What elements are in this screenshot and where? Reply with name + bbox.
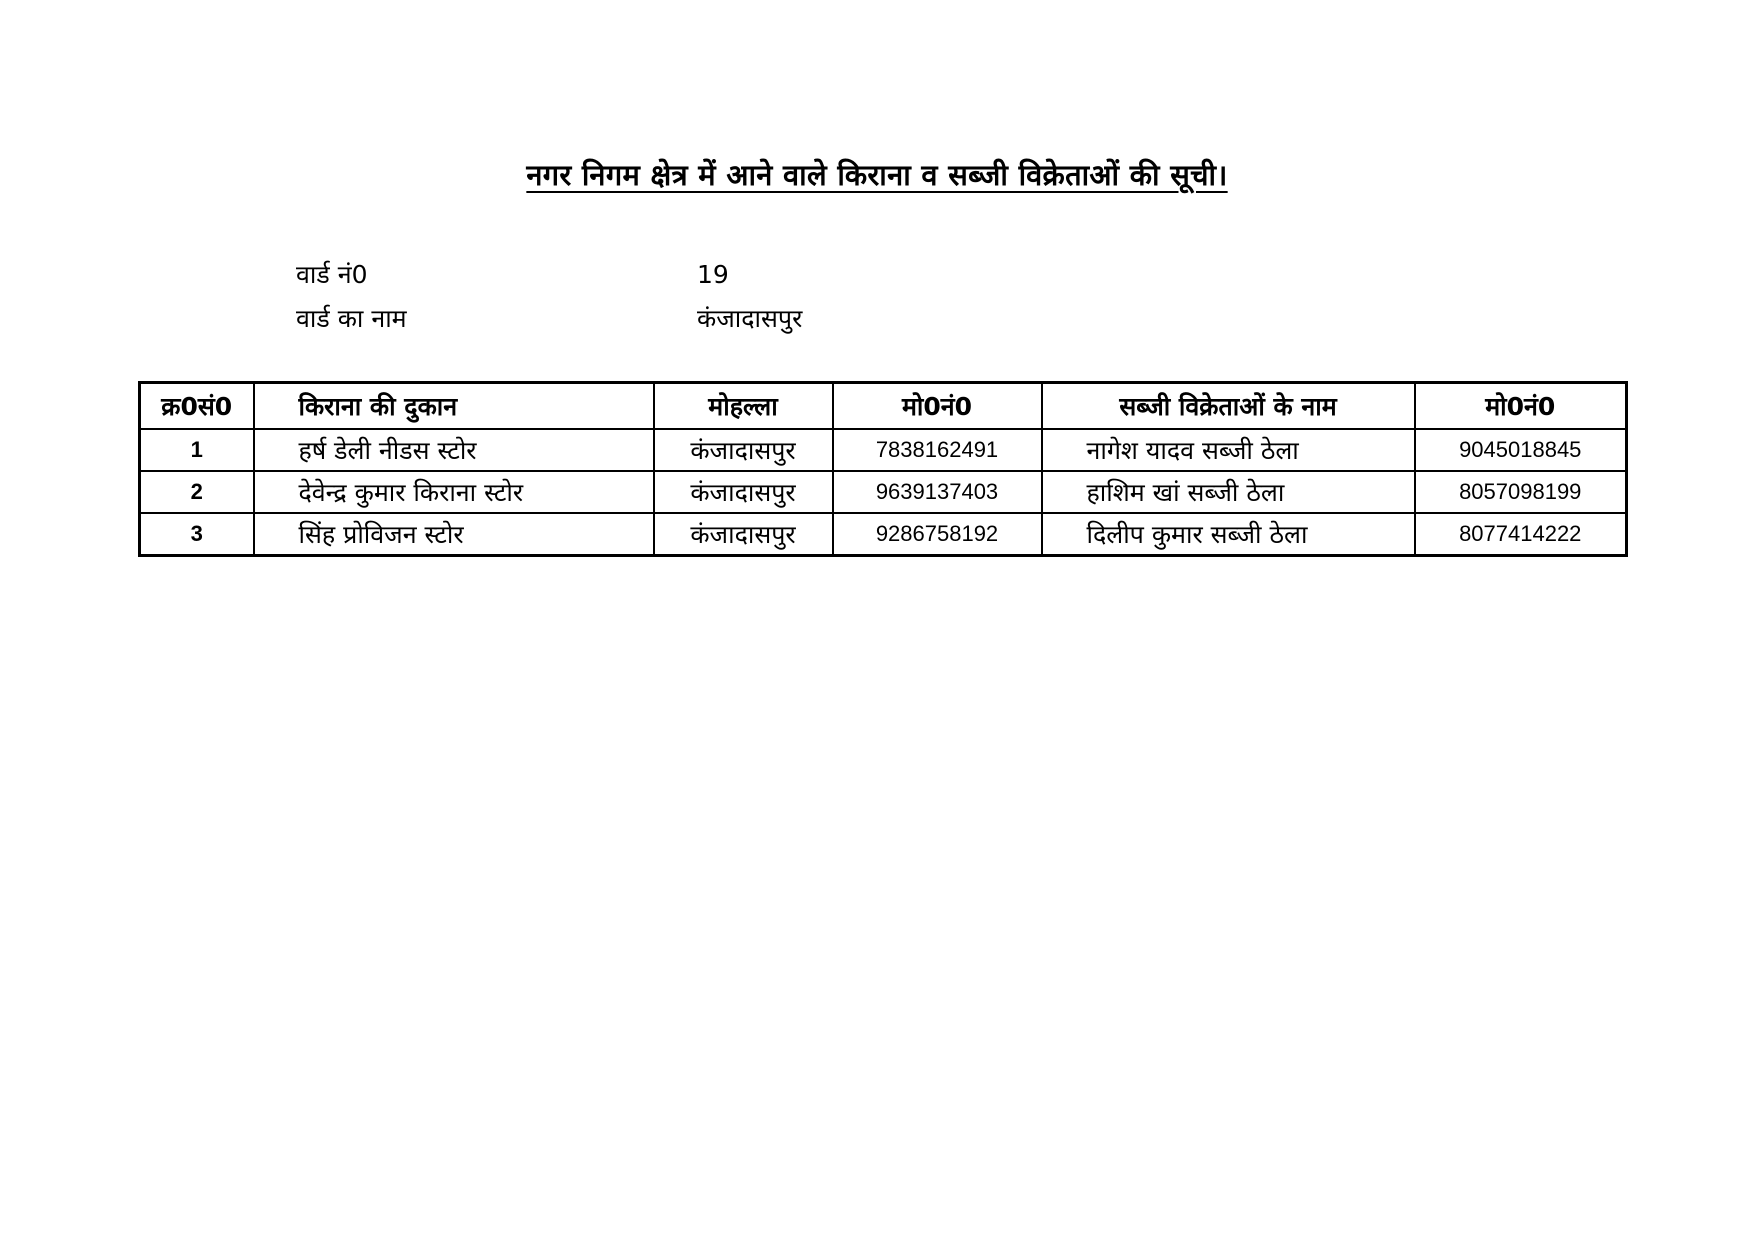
ward-number-value: 19 [697,259,729,289]
cell-grocery-shop: देवेन्द्र कुमार किराना स्टोर [254,471,654,513]
header-mobile-1: मो0नं0 [833,383,1042,430]
ward-name-value: कंजादासपुर [697,304,803,333]
ward-info [296,252,802,340]
cell-grocery-shop: सिंह प्रोविजन स्टोर [254,513,654,556]
header-serial: क्र0सं0 [140,383,254,430]
cell-serial: 1 [140,429,254,471]
page-title: नगर निगम क्षेत्र में आने वाले किराना व सब्जी विक्रेताओं की सूची। [526,158,1228,192]
ward-number-label: वार्ड नं0 [296,260,368,289]
header-grocery-shop: किराना की दुकान [254,383,654,430]
cell-mobile-2: 8057098199 [1415,471,1627,513]
cell-grocery-shop: हर्ष डेली नीडस स्टोर [254,429,654,471]
vendor-table [138,381,1628,557]
table-row [140,429,1627,471]
cell-vegetable-vendor: दिलीप कुमार सब्जी ठेला [1042,513,1415,556]
ward-number-row [296,252,802,296]
cell-locality: कंजादासपुर [654,429,833,471]
cell-vegetable-vendor: नागेश यादव सब्जी ठेला [1042,429,1415,471]
cell-locality: कंजादासपुर [654,471,833,513]
cell-mobile-1: 7838162491 [833,429,1042,471]
table-header-row [140,383,1627,430]
table-row [140,471,1627,513]
cell-mobile-2: 8077414222 [1415,513,1627,556]
cell-locality: कंजादासपुर [654,513,833,556]
cell-vegetable-vendor: हाशिम खां सब्जी ठेला [1042,471,1415,513]
cell-mobile-1: 9286758192 [833,513,1042,556]
ward-name-label: वार्ड का नाम [296,304,407,333]
cell-mobile-1: 9639137403 [833,471,1042,513]
ward-name-row [296,296,802,340]
header-vegetable-vendor: सब्जी विक्रेताओं के नाम [1042,383,1415,430]
table-row [140,513,1627,556]
header-locality: मोहल्ला [654,383,833,430]
cell-serial: 2 [140,471,254,513]
header-mobile-2: मो0नं0 [1415,383,1627,430]
cell-mobile-2: 9045018845 [1415,429,1627,471]
cell-serial: 3 [140,513,254,556]
